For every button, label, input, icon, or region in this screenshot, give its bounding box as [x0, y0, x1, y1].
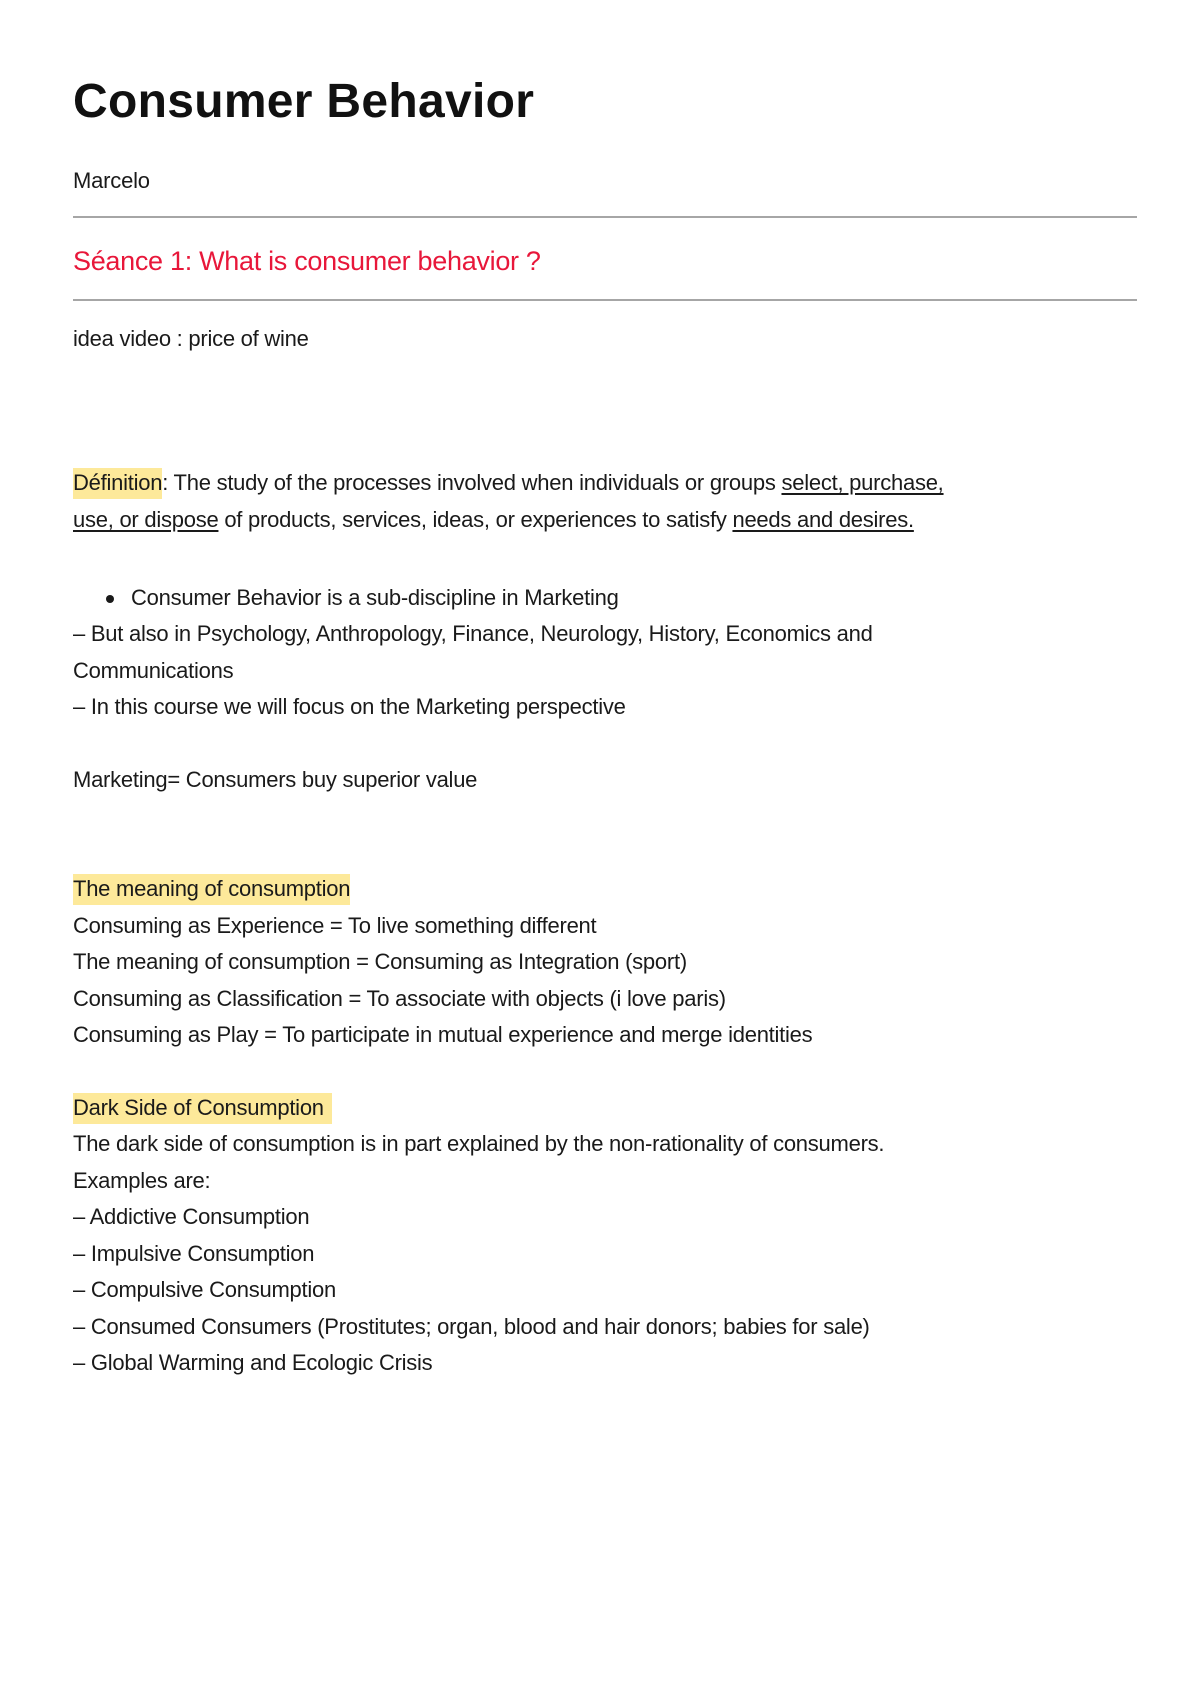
definition-underline-2: use, or dispose: [73, 507, 219, 532]
bullet-dot-icon: [106, 595, 114, 603]
document-title: Consumer Behavior: [73, 75, 535, 128]
dark-side-line: Examples are:: [73, 1168, 211, 1193]
discipline-line-3: Communications: [73, 658, 234, 683]
author-name: Marcelo: [73, 168, 150, 193]
meaning-line: Consuming as Classification = To associate with objects (i love paris): [73, 986, 726, 1011]
definition-line-1: [73, 468, 944, 498]
dark-side-line: – Global Warming and Ecologic Crisis: [73, 1350, 433, 1375]
definition-line-2: [73, 505, 914, 535]
dark-side-heading: [73, 1093, 332, 1123]
dark-side-line: – Compulsive Consumption: [73, 1277, 337, 1302]
meaning-heading-label: The meaning of consumption: [73, 874, 350, 905]
meaning-line: The meaning of consumption = Consuming as Integration (sport): [73, 949, 687, 974]
dark-side-heading-label: Dark Side of Consumption: [73, 1093, 332, 1124]
definition-underline-3: needs and desires.: [732, 507, 914, 532]
dark-side-line: – Addictive Consumption: [73, 1204, 310, 1229]
dark-side-line: – Consumed Consumers (Prostitutes; organ, blood and hair donors; babies for sale): [73, 1314, 870, 1339]
dark-side-line: – Impulsive Consumption: [73, 1241, 315, 1266]
definition-underline-1: select, purchase,: [781, 470, 944, 495]
discipline-bullet: Consumer Behavior is a sub-discipline in Marketing: [131, 585, 619, 610]
dark-side-line: The dark side of consumption is in part explained by the non-rationality of consumers.: [73, 1131, 885, 1156]
session-heading: Séance 1: What is consumer behavior ?: [73, 246, 541, 276]
meaning-line: Consuming as Experience = To live something different: [73, 913, 597, 938]
divider-bottom: [73, 299, 1137, 301]
discipline-line-2: – But also in Psychology, Anthropology, Finance, Neurology, History, Economics and: [73, 621, 873, 646]
intro-note: idea video : price of wine: [73, 326, 309, 351]
meaning-heading: [73, 874, 350, 904]
marketing-definition: Marketing= Consumers buy superior value: [73, 767, 478, 792]
meaning-line: Consuming as Play = To participate in mutual experience and merge identities: [73, 1022, 813, 1047]
divider-top: [73, 216, 1137, 218]
definition-text-2: of products, services, ideas, or experiences to satisfy: [218, 507, 733, 532]
discipline-line-4: – In this course we will focus on the Marketing perspective: [73, 694, 626, 719]
definition-text-1: : The study of the processes involved when individuals or groups: [162, 470, 782, 495]
definition-label: Définition: [73, 468, 162, 499]
